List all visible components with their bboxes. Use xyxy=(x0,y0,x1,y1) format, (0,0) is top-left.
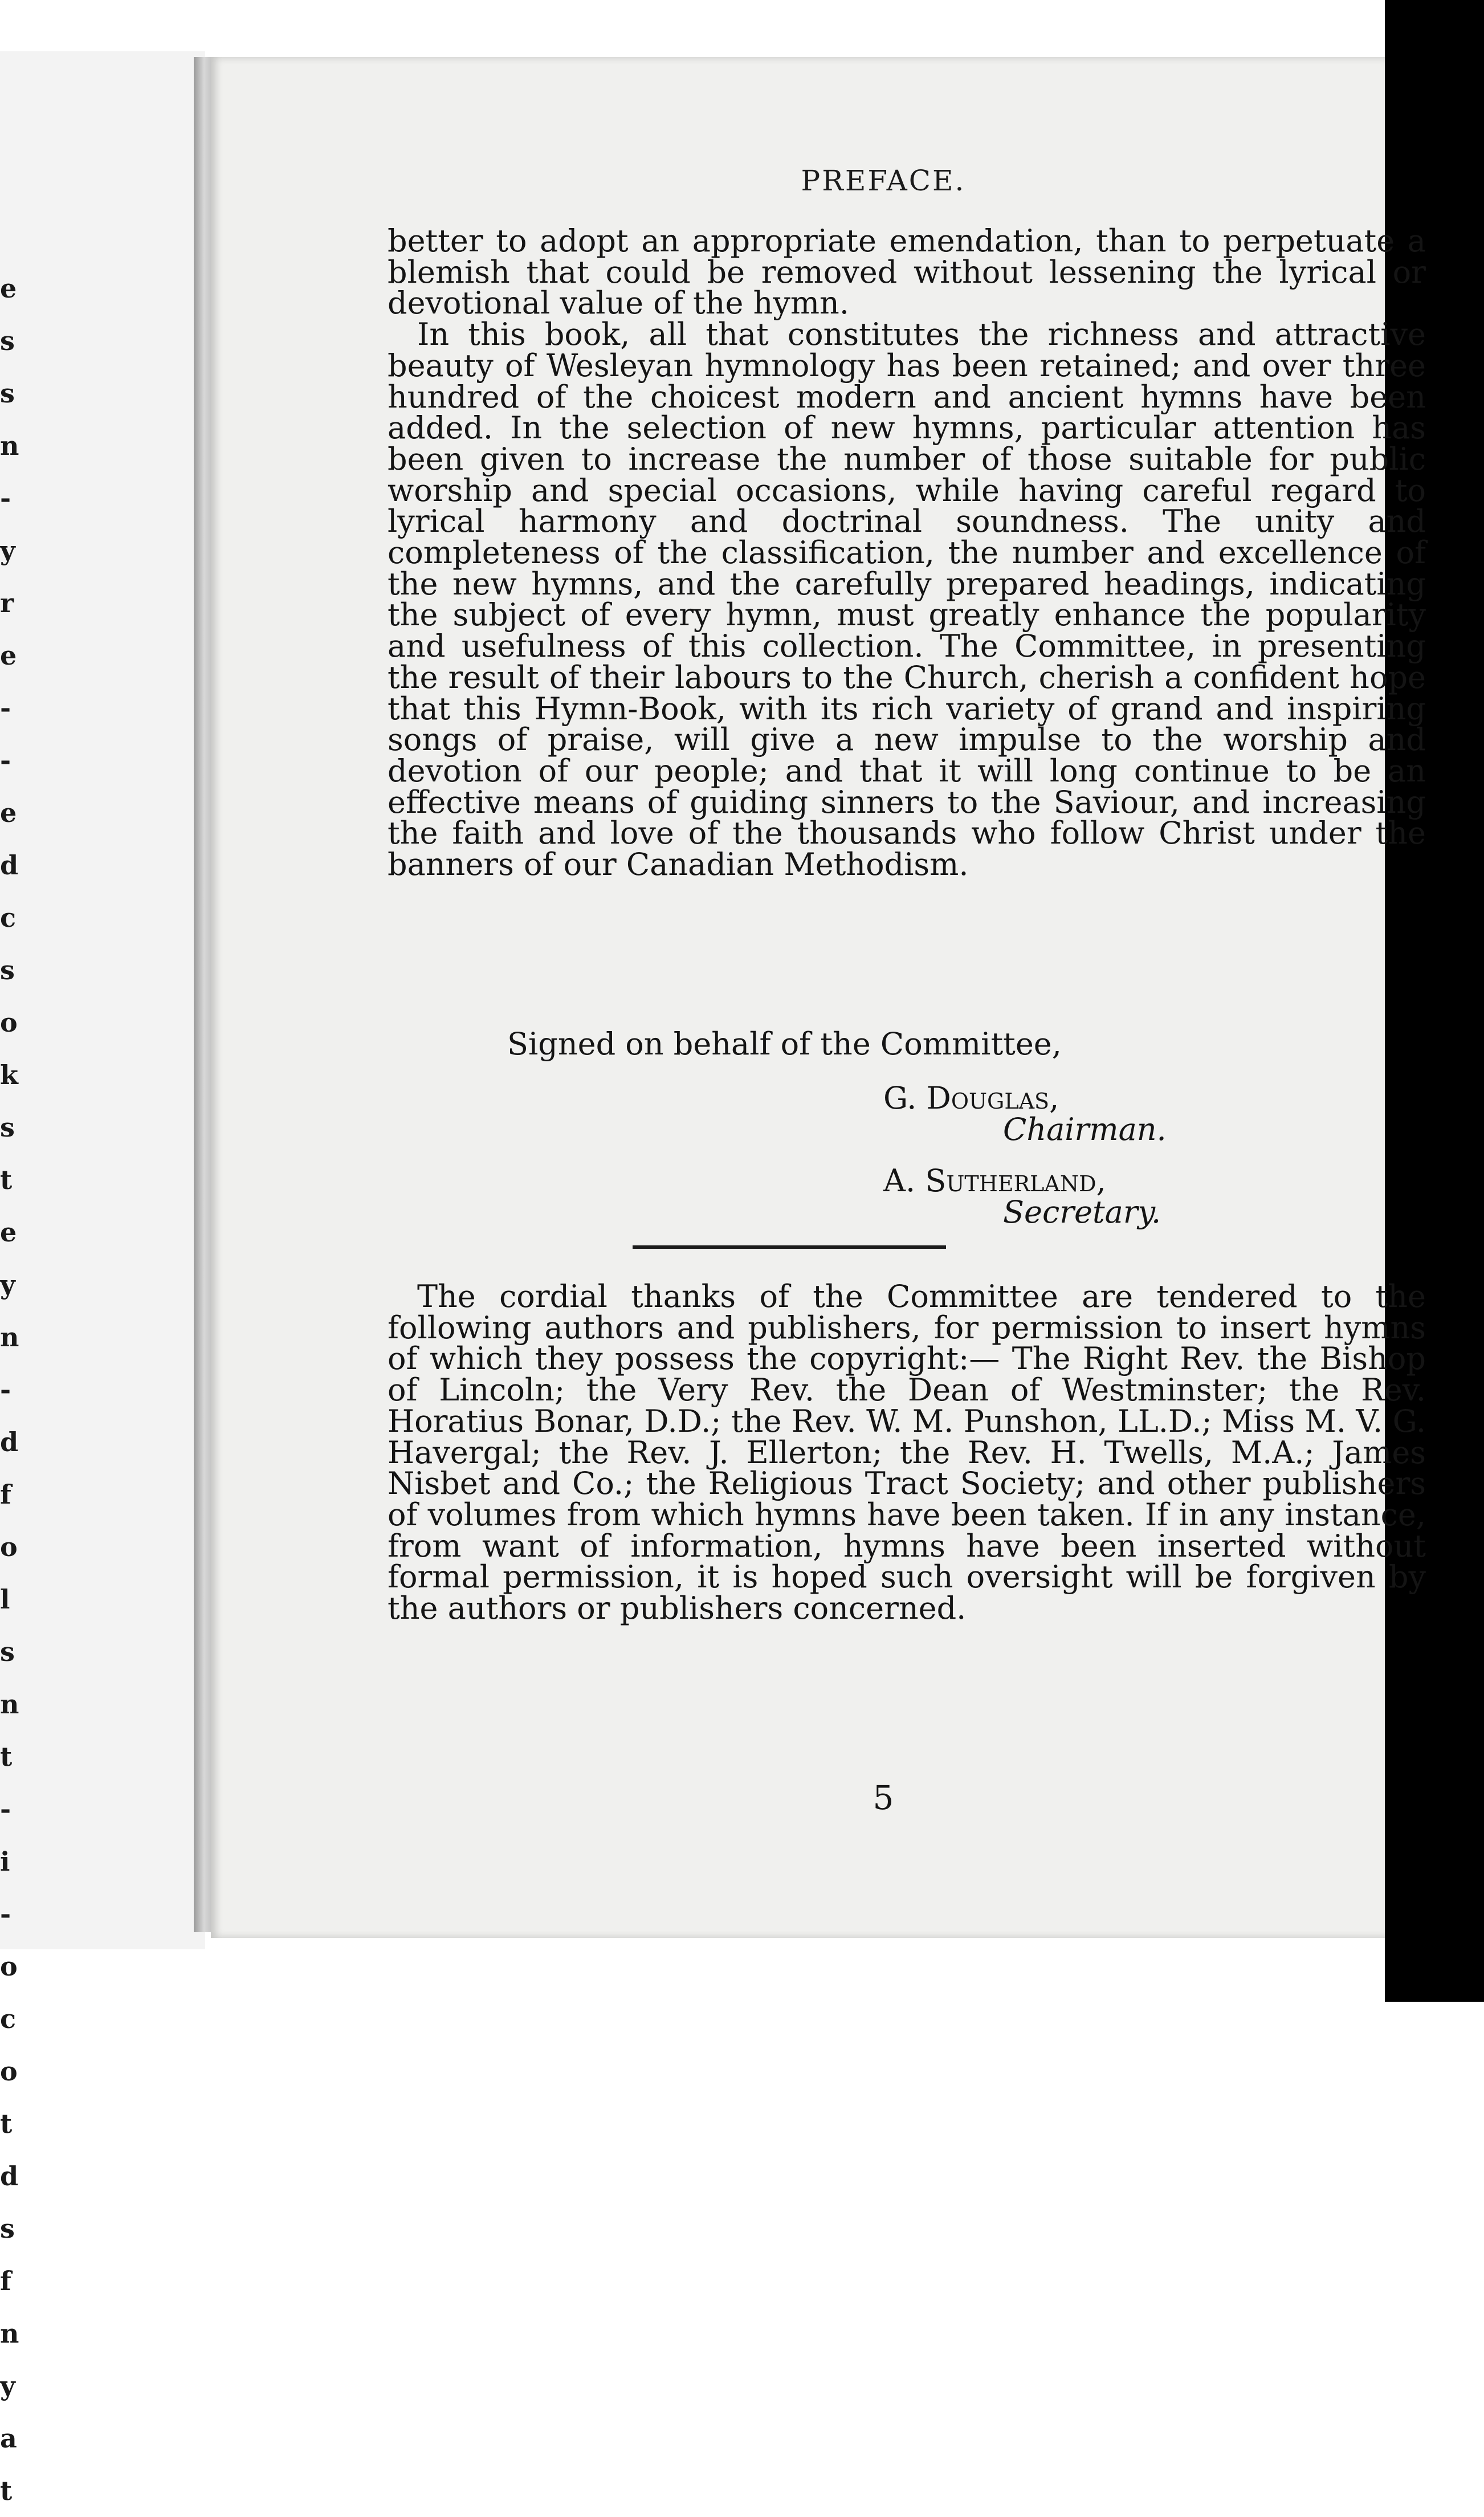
signer-secretary-name: A. Sutherland, xyxy=(883,1163,1106,1199)
left-page-fragment: d xyxy=(0,2161,19,2192)
left-page-fragment: c xyxy=(0,2003,17,2034)
left-page-fragment: s xyxy=(0,2213,15,2244)
left-page-fragment: e xyxy=(0,797,17,828)
left-page-fragment: s xyxy=(0,325,15,356)
left-page-fragment: d xyxy=(0,1427,19,1457)
left-page-fragment: - xyxy=(0,483,11,514)
left-page-fragment: a xyxy=(0,2423,17,2454)
left-page-fragment: s xyxy=(0,955,15,985)
left-page-fragment: - xyxy=(0,1794,11,1824)
left-page-fragment: o xyxy=(0,1951,18,1982)
left-page-fragment: e xyxy=(0,1217,17,1248)
preface-paragraph-2: In this book, all that constitutes the richness and attractive beauty of Wesleyan hymnology has been retained; and over three hundred of the choicest modern and ancient hymns have been added. In the selection of new hymns, particular attention has been given to increase the number of those suitable for public worship and special occasions, while having careful regard to lyrical harmony and doctrinal soundness. The unity and completeness of the classification, the number and excellence of the new hymns, and the carefully prepared headings, indicating the subject of every hymn, must greatly enhance the popularity and usefulness of this collection. The Committee, in presenting the result of their labours to the Church, cherish a confident hope that this Hymn-Book, with its rich variety of grand and inspiring songs of praise, will give a new impulse to the worship and devotion of our people; and that it will long continue to be an effective means of guiding sinners to the Saviour, and increasing the faith and love of the thousands who follow Christ under the banners of our Canadian Methodism. xyxy=(388,316,1426,883)
left-page-fragment: e xyxy=(0,273,17,304)
left-page-fragment: f xyxy=(0,1479,11,1510)
acknowledgements-paragraph: The cordial thanks of the Committee are tendered to the following authors and publishers, for permission to insert hymns of which they possess the copyright:— The Right Rev. the Bishop of Lincoln; the Very Rev. the Dean of Westminster; the Rev. Horatius Bonar, D.D.; the Rev. W. M. Punshon, LL.D.; Miss M. V. G. Havergal; the Rev. J. Ellerton; the Rev. H. Twells, M.A.; James Nisbet and Co.; the Religious Tract Society; and other publishers of volumes from which hymns have been taken. If in any instance, from want of information, hymns have been inserted without formal permission, it is hoped such oversight will be forgiven by the authors or publishers concerned. xyxy=(388,1278,1426,1627)
left-page-fragment: f xyxy=(0,2266,11,2296)
left-page-fragment: s xyxy=(0,1112,15,1143)
left-page-fragment: t xyxy=(0,1164,13,1195)
left-page-fragment: o xyxy=(0,2056,18,2087)
left-page-fragment: i xyxy=(0,1846,10,1877)
left-page-fragment: y xyxy=(0,1269,15,1300)
book-page xyxy=(211,57,1426,1938)
page-header: PREFACE. xyxy=(801,164,966,197)
page-number: 5 xyxy=(873,1778,894,1817)
signed-line: Signed on behalf of the Committee, xyxy=(507,1026,1062,1062)
left-page-fragment: d xyxy=(0,850,19,881)
left-page-fragment: n xyxy=(0,430,19,461)
left-page-fragment: - xyxy=(0,1899,11,1929)
signer-chairman-title: Chairman. xyxy=(1003,1111,1167,1147)
left-page-fragment: - xyxy=(0,1374,11,1405)
left-page-fragment: n xyxy=(0,2318,19,2349)
left-page-fragment: e xyxy=(0,640,17,671)
preface-body xyxy=(388,223,1426,883)
left-page-fragment: - xyxy=(0,745,11,776)
left-page-fragment: n xyxy=(0,1689,19,1720)
signer-secretary-title: Secretary. xyxy=(1003,1194,1161,1230)
preface-paragraph-1: better to adopt an appropriate emendation, than to perpetuate a blemish that could be removed without lessening the lyrical or devotional value of the hymn. xyxy=(388,223,1426,321)
left-page-fragment: l xyxy=(0,1584,10,1615)
left-page-fragment: y xyxy=(0,535,15,566)
left-page-fragment: s xyxy=(0,1636,15,1667)
left-page-fragment: t xyxy=(0,2108,13,2139)
left-page-fragment: o xyxy=(0,1532,18,1562)
left-page-text-fragments xyxy=(0,262,17,2517)
section-divider xyxy=(633,1245,946,1249)
left-page-fragment: - xyxy=(0,693,11,723)
left-page-fragment: y xyxy=(0,2371,15,2401)
left-page-fragment: s xyxy=(0,378,15,409)
acknowledgements xyxy=(388,1278,1426,1627)
left-page-fragment: r xyxy=(0,588,14,618)
left-page xyxy=(0,51,205,2506)
left-page-fragment: k xyxy=(0,1060,18,1090)
signer-chairman-name: G. Douglas, xyxy=(883,1080,1059,1116)
left-page-fragment: t xyxy=(0,1741,13,1772)
left-page-fragment: t xyxy=(0,2475,13,2506)
left-page-fragment: c xyxy=(0,902,17,933)
left-page-fragment: n xyxy=(0,1322,19,1353)
left-page-fragment: o xyxy=(0,1007,18,1038)
